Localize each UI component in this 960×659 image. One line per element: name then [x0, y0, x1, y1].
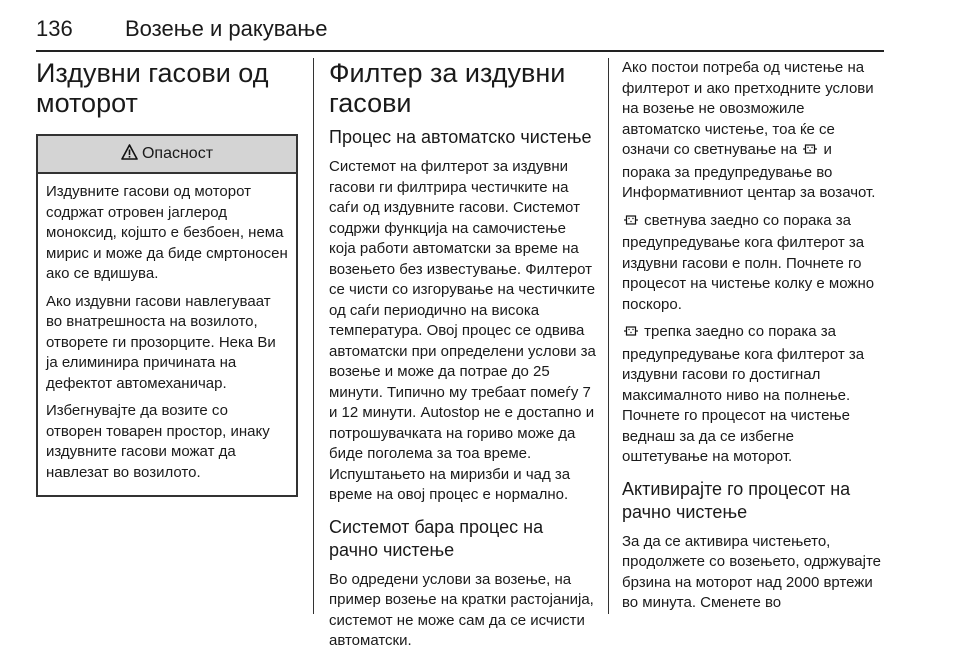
danger-box	[36, 134, 298, 497]
paragraph: Системот на филтерот за издувни гасови ги филтрира честичките на саѓи од издувните гасови. Системот содржи функција на самочистење која работи автоматски за време на возењето без известување. Филтерот се чисти со изгорување на честичките од саѓи периодично на висока температура. Овој процес се одвива автоматски при определени услови за возење и може да потрае до 25 минути. Типично му требаат помеѓу 7 и 12 минути. Autostop не е достапно и потрошувачката на гориво може да биде поголема за тоа време. Испуштањето на миризби и чад за време на овој процес е нормално.	[329, 158, 596, 503]
subheading: Активирајте го процесот на рачно чистење	[622, 478, 851, 522]
column-left	[36, 58, 298, 497]
exhaust-filter-icon	[624, 213, 638, 234]
section-title: Издувни гасови од моторот	[36, 58, 269, 118]
paragraph: трепка заедно со порака за предупредување кога филтерот за издувни гасови го достигнал максималното ниво на полнење. Почнете го процесот на чистење веднаш за да се избегне оштетување на моторот.	[622, 323, 865, 465]
danger-text: Издувните гасови од моторот содржат отровен јаглерод моноксид, којшто е безбоен, нема мирис и може да биде смртоносен ако се вдишува.	[46, 183, 288, 282]
subheading: Системот бара процес на рачно чистење	[329, 516, 544, 560]
exhaust-filter-icon	[803, 142, 817, 163]
page-header	[36, 10, 884, 52]
danger-heading: Опасност	[38, 136, 296, 174]
danger-text: Избегнувајте да возите со отворен товарен простор, инаку издувните гасови можат да навлезат во возилото.	[46, 402, 270, 481]
column-right	[622, 58, 884, 621]
section-title: Филтер за издувни гасови	[329, 58, 566, 118]
paragraph: Ако постои потреба од чистење на филтерот и ако претходните услови на возење не овозможиле автоматско чистење, тоа ќе се означи со светнување на и порака за предупредување во Информативниот центар за возачот.	[622, 59, 876, 201]
chapter-title: Возење и ракување	[125, 16, 328, 41]
danger-text: Ако издувни гасови навлегуваат во внатрешноста на возилото, отворете ги прозорците. Нека Ви ја елиминира причината на дефектот автомеханичар.	[46, 292, 276, 392]
exhaust-filter-icon	[624, 324, 638, 345]
column-divider	[608, 58, 609, 614]
warning-triangle-icon	[121, 138, 138, 174]
paragraph: светнува заедно со порака за предупредување кога филтерот за издувни гасови е полн. Почнете го процесот на чистење колку е можно поскоро.	[622, 211, 875, 313]
column-divider	[313, 58, 314, 614]
subheading: Процес на автоматско чистење	[329, 127, 592, 147]
paragraph: Во одредени услови за возење, на пример возење на кратки растојанија, системот не може сам да се исчисти автоматски.	[329, 570, 594, 649]
column-middle	[329, 58, 596, 659]
paragraph: За да се активира чистењето, продолжете со возењето, одржувајте брзина на моторот над 2000 вртежи во минута. Сменете во	[622, 532, 882, 611]
page-number: 136	[36, 16, 73, 41]
